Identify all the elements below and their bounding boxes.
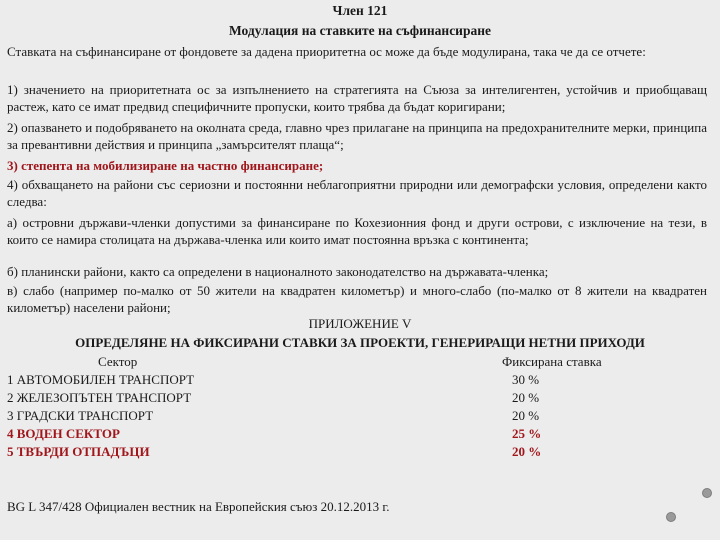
table-row-rate: 20 %: [512, 408, 540, 423]
table-row-sector: 1 АВТОМОБИЛЕН ТРАНСПОРТ: [7, 372, 195, 387]
annex-title: ОПРЕДЕЛЯНЕ НА ФИКСИРАНИ СТАВКИ ЗА ПРОЕКТИ, ГЕНЕРИРАЩИ НЕТНИ ПРИХОДИ: [75, 335, 645, 350]
table-row-sector-highlighted: 4 ВОДЕН СЕКТОР: [7, 426, 120, 441]
table-row-sector: 2 ЖЕЛЕЗОПЪТЕН ТРАНСПОРТ: [7, 390, 192, 405]
article-subtitle: Модулация на ставките на съфинансиране: [228, 23, 491, 38]
paragraph-item-b: б) планински райони, както са определени в националното законодателство на държавата-членка;: [7, 264, 549, 279]
paragraph-item-2: 2) опазването и подобряването на околната среда, главно чрез прилагане на принципа на предохранителните мерки, принципа за превантивни действия и принципа „замърсителят плаща“;: [7, 120, 707, 152]
article-heading: Член 121: [332, 3, 388, 18]
paragraph-item-1: 1) значението на приоритетната ос за изпълнението на стратегията на Съюза за интелигентен, устойчив и приобщаващ растеж, като се имат предвид специфичните пропуски, които трябва да бъдат коригирани;: [7, 82, 707, 114]
annex-label: ПРИЛОЖЕНИЕ V: [308, 316, 412, 331]
paragraph-item-c: в) слабо (например по-малко от 50 жители на квадратен километър) и много-слабо (по-малко от 8 жители на квадратен километър) населени райони;: [7, 283, 707, 315]
table-row-rate-highlighted: 25 %: [512, 426, 542, 441]
table-row-sector: 3 ГРАДСКИ ТРАНСПОРТ: [7, 408, 154, 423]
paragraph-item-4: 4) обхващането на райони със сериозни и постоянни неблагоприятни природни или демографски условия, определени както следва:: [7, 177, 707, 209]
table-row-rate: 30 %: [512, 372, 540, 387]
table-header-rate: Фиксирана ставка: [502, 354, 602, 369]
table-row-rate: 20 %: [512, 390, 540, 405]
decorative-dot-icon: [666, 512, 676, 522]
paragraph-item-a: а) островни държави-членки допустими за финансиране по Кохезионния фонд и други острови, с изключение на тези, в които се намира столицата на държава-членка или които имат постоянна връзка с континента;: [7, 215, 707, 247]
decorative-dot-icon: [702, 488, 712, 498]
table-header-sector: Сектор: [98, 354, 138, 369]
table-row-sector-highlighted: 5 ТВЪРДИ ОТПАДЪЦИ: [7, 444, 150, 459]
paragraph-item-3-highlighted: 3) степента на мобилизиране на частно финансиране;: [7, 158, 324, 173]
table-row-rate-highlighted: 20 %: [512, 444, 542, 459]
footer-citation: BG L 347/428 Официален вестник на Европейския съюз 20.12.2013 г.: [7, 499, 390, 514]
paragraph-intro: Ставката на съфинансиране от фондовете за дадена приоритетна ос може да бъде модулирана, така че да се отчете:: [7, 44, 646, 59]
